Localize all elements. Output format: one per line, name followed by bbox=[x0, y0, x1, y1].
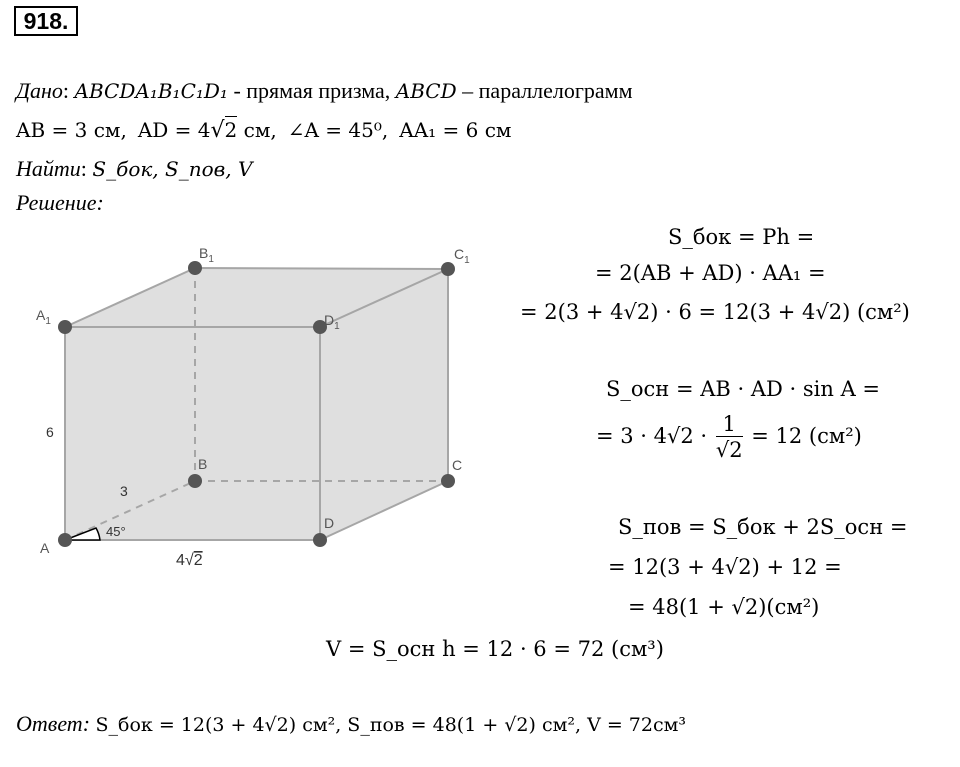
solution-label: Решение: bbox=[16, 190, 104, 215]
given-prism-text: - прямая призма, bbox=[233, 78, 391, 103]
label-height: 6 bbox=[46, 424, 54, 440]
label-a1: $A_1$ bbox=[36, 307, 51, 327]
given-base-text: – параллелограмм bbox=[462, 78, 633, 103]
label-b: B bbox=[198, 456, 208, 472]
label-ab-length: 3 bbox=[120, 483, 128, 499]
given-base: ABCD bbox=[395, 79, 457, 103]
given-ad: AD = 4√2 см, bbox=[137, 118, 277, 143]
fraction-numerator: 1 bbox=[716, 412, 743, 437]
label-b1: $B_1$ bbox=[199, 245, 214, 265]
given-angle: ∠A = 45⁰, bbox=[287, 118, 389, 142]
edge-b1c1 bbox=[195, 268, 448, 269]
given-prism: ABCDA₁B₁C₁D₁ bbox=[74, 79, 228, 103]
lateral-line-2: = 2(AB + AD) · AA₁ = bbox=[595, 261, 826, 285]
front-face bbox=[65, 327, 320, 540]
total-area-line-2: = 12(3 + 4√2) + 12 = bbox=[608, 555, 842, 579]
vertex-c1 bbox=[441, 262, 455, 276]
lateral-line-1: S_бок = Ph = bbox=[668, 225, 815, 249]
problem-number: 918. bbox=[14, 6, 78, 36]
label-angle: 45° bbox=[106, 524, 126, 539]
find-label: Найти bbox=[16, 156, 81, 181]
find-line: Найти: S_бок, S_пов, V bbox=[16, 156, 253, 181]
given-ab: AB = 3 см, bbox=[16, 118, 127, 142]
fraction-denominator: √2 bbox=[715, 438, 743, 462]
given-line: Дано: ABCDA₁B₁C₁D₁ - прямая призма, ABCD – параллелограмм bbox=[16, 78, 633, 103]
answer-text: S_бок = 12(3 + 4√2) см², S_пов = 48(1 + √2) см², V = 72см³ bbox=[95, 714, 686, 736]
label-d: D bbox=[324, 515, 335, 531]
vertex-a1 bbox=[58, 320, 72, 334]
label-d1: $D_1$ bbox=[324, 312, 340, 332]
answer-line bbox=[16, 711, 686, 737]
find-items: S_бок, S_пов, V bbox=[92, 157, 253, 181]
given-label: Дано bbox=[16, 78, 63, 103]
vertex-a bbox=[58, 533, 72, 547]
label-c: C bbox=[452, 457, 463, 473]
lateral-line-3: = 2(3 + 4√2) · 6 = 12(3 + 4√2) (см²) bbox=[520, 300, 910, 324]
label-c1: $C_1$ bbox=[454, 246, 470, 266]
vertex-d bbox=[313, 533, 327, 547]
total-area-line-1: S_пов = S_бок + 2S_осн = bbox=[618, 515, 908, 539]
prism-faces bbox=[65, 268, 448, 540]
volume-line: V = S_осн h = 12 · 6 = 72 (см³) bbox=[326, 637, 664, 661]
answer-label: Ответ: bbox=[16, 711, 91, 736]
base-area-fraction bbox=[716, 412, 743, 463]
base-area-left: = 3 · 4√2 · bbox=[596, 424, 708, 448]
given-aa1: AA₁ = 6 см bbox=[399, 118, 512, 142]
prism-figure bbox=[0, 235, 480, 575]
label-a: A bbox=[40, 540, 50, 556]
base-area-line-1: S_осн = AB · AD · sin A = bbox=[606, 377, 881, 401]
total-area-line-3: = 48(1 + √2)(см²) bbox=[628, 595, 820, 619]
vertex-c bbox=[441, 474, 455, 488]
base-area-line-2 bbox=[596, 412, 862, 463]
label-ad-length: 4√2 bbox=[176, 552, 203, 569]
vertex-b bbox=[188, 474, 202, 488]
base-area-right: = 12 (см²) bbox=[751, 424, 862, 448]
vertex-b1 bbox=[188, 261, 202, 275]
data-line bbox=[16, 117, 511, 143]
